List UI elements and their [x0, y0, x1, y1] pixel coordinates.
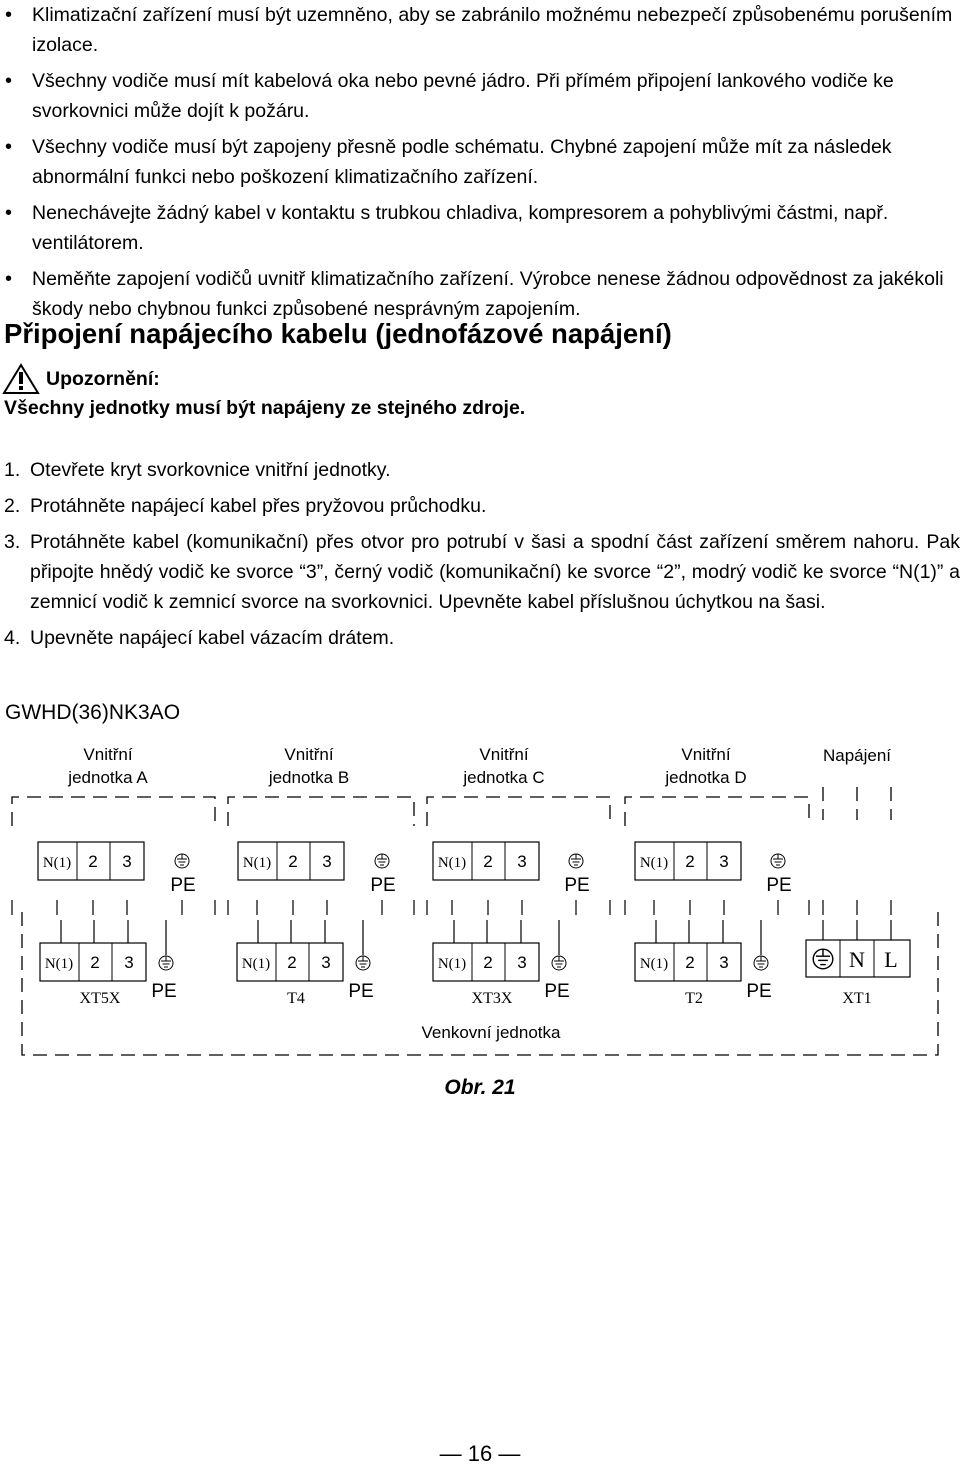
outdoor-terminal-xt5x: [40, 943, 177, 1007]
bullet-item: • Neměňte zapojení vodičů uvnitř klimatizačního zařízení. Výrobce nenese žádnou odpovědnost za jakékoli škody nebo chybnou funkci způsobené nesprávným zapojením.: [0, 264, 955, 324]
svg-text:2: 2: [483, 852, 493, 871]
figure-caption: Obr. 21: [444, 1076, 516, 1099]
outdoor-unit-label: Venkovní jednotka: [421, 1023, 561, 1042]
indoor-unit-label: Vnitřní: [83, 745, 133, 764]
svg-text:2: 2: [287, 953, 297, 972]
svg-text:PE: PE: [348, 981, 374, 1002]
svg-text:2: 2: [90, 953, 100, 972]
svg-text:PE: PE: [544, 981, 570, 1002]
indoor-terminal-d: [635, 842, 792, 896]
warning-title: Upozornění:: [46, 367, 160, 390]
step-item: [0, 623, 960, 653]
indoor-terminal-b: [238, 842, 396, 896]
indoor-unit-label: jednotka C: [463, 768, 545, 787]
wire-stubs: [12, 900, 891, 915]
svg-text:N(1): N(1): [639, 855, 669, 871]
warning-triangle-icon: [2, 363, 40, 395]
bullet-item: • Všechny vodiče musí být zapojeny přesně podle schématu. Chybné zapojení může mít za následek abnormální funkci nebo poškození klimatizačního zařízení.: [0, 132, 955, 192]
svg-text:2: 2: [685, 852, 695, 871]
svg-text:N(1): N(1): [242, 855, 272, 871]
power-supply-label: Napájení: [822, 746, 892, 765]
svg-text:3: 3: [321, 953, 331, 972]
svg-text:2: 2: [483, 953, 493, 972]
svg-text:T2: T2: [685, 990, 703, 1007]
indoor-unit-label: jednotka D: [665, 768, 747, 787]
outdoor-terminal-t2: [635, 943, 772, 1007]
indoor-unit-label: jednotka B: [268, 768, 350, 787]
svg-text:3: 3: [517, 852, 527, 871]
svg-text:PE: PE: [151, 981, 177, 1002]
indoor-unit-b-outline: [228, 797, 414, 826]
step-number: 4.: [4, 627, 21, 649]
page-number: — 16 —: [439, 1441, 521, 1466]
svg-text:2: 2: [88, 852, 98, 871]
indoor-unit-label: Vnitřní: [681, 745, 731, 764]
step-item: [0, 491, 960, 521]
indoor-unit-label: Vnitřní: [284, 745, 334, 764]
warning-header: [2, 362, 160, 396]
svg-text:3: 3: [122, 852, 132, 871]
outdoor-terminal-t4: [237, 943, 374, 1007]
step-text: Otevřete kryt svorkovnice vnitřní jednotky.: [30, 459, 391, 481]
step-number: 2.: [4, 495, 21, 517]
warning-text: Všechny jednotky musí být napájeny ze stejného zdroje.: [4, 397, 526, 419]
indoor-unit-d-outline: [625, 797, 809, 826]
indoor-terminal-a: [38, 842, 196, 896]
svg-text:3: 3: [124, 953, 134, 972]
svg-text:L: L: [884, 947, 898, 972]
step-number: 1.: [4, 459, 21, 481]
svg-text:N(1): N(1): [241, 956, 271, 972]
svg-text:XT5X: XT5X: [79, 990, 121, 1007]
indoor-unit-label: jednotka A: [68, 768, 148, 787]
svg-text:N(1): N(1): [42, 855, 72, 871]
svg-text:XT1: XT1: [842, 990, 872, 1007]
svg-text:N(1): N(1): [639, 956, 669, 972]
power-supply-lines: [823, 787, 891, 820]
svg-text:PE: PE: [564, 875, 590, 896]
svg-text:T4: T4: [287, 990, 305, 1007]
bullet-item: • Klimatizační zařízení musí být uzemněno, aby se zabránilo možnému nebezpečí způsobenému porušením izolace.: [0, 0, 955, 60]
indoor-terminal-c: [433, 842, 590, 896]
model-name: GWHD(36)NK3AO: [5, 701, 181, 724]
svg-text:N(1): N(1): [437, 956, 467, 972]
steps-list: [0, 455, 960, 659]
indoor-unit-label: Vnitřní: [479, 745, 529, 764]
svg-text:3: 3: [719, 953, 729, 972]
svg-text:PE: PE: [370, 875, 396, 896]
section-heading: Připojení napájecího kabelu (jednofázové napájení): [4, 318, 672, 349]
svg-text:3: 3: [719, 852, 729, 871]
svg-text:N: N: [849, 947, 865, 972]
wires-to-outdoor: [61, 920, 891, 955]
step-item: [0, 455, 960, 485]
svg-text:3: 3: [517, 953, 527, 972]
wiring-diagram: [0, 730, 960, 1070]
step-text: Protáhněte napájecí kabel přes pryžovou průchodku.: [30, 495, 487, 517]
bullet-item: • Všechny vodiče musí mít kabelová oka nebo pevné jádro. Při přímém připojení lankového vodiče ke svorkovnici může dojít k požáru.: [0, 66, 955, 126]
svg-text:XT3X: XT3X: [471, 990, 513, 1007]
step-number: 3.: [4, 531, 21, 553]
step-text: Upevněte napájecí kabel vázacím drátem.: [30, 627, 395, 649]
safety-bullet-list: [0, 0, 955, 330]
indoor-unit-a-outline: [12, 797, 215, 826]
svg-text:2: 2: [288, 852, 298, 871]
svg-text:PE: PE: [170, 875, 196, 896]
svg-text:N(1): N(1): [437, 855, 467, 871]
svg-text:2: 2: [685, 953, 695, 972]
step-text: Protáhněte kabel (komunikační) přes otvor pro potrubí v šasi a spodní část zařízení směrem nahoru. Pak připojte hnědý vodič ke svorce “3”, černý vodič (komunikační) ke svorce “2”, modrý vodič ke svorce “N(1)” a zemnicí vodič k zemnicí svorce na svorkovnici. Upevněte kabel příslušnou úchytkou na šasi.: [30, 531, 960, 613]
svg-text:3: 3: [322, 852, 332, 871]
step-item: [0, 527, 960, 617]
svg-text:N(1): N(1): [44, 956, 74, 972]
outdoor-terminal-xt3x: [433, 943, 570, 1007]
power-terminal-xt1: [806, 940, 910, 1007]
indoor-unit-c-outline: [427, 797, 610, 826]
svg-text:PE: PE: [746, 981, 772, 1002]
svg-text:PE: PE: [766, 875, 792, 896]
bullet-item: • Nenechávejte žádný kabel v kontaktu s trubkou chladiva, kompresorem a pohyblivými částmi, např. ventilátorem.: [0, 198, 955, 258]
